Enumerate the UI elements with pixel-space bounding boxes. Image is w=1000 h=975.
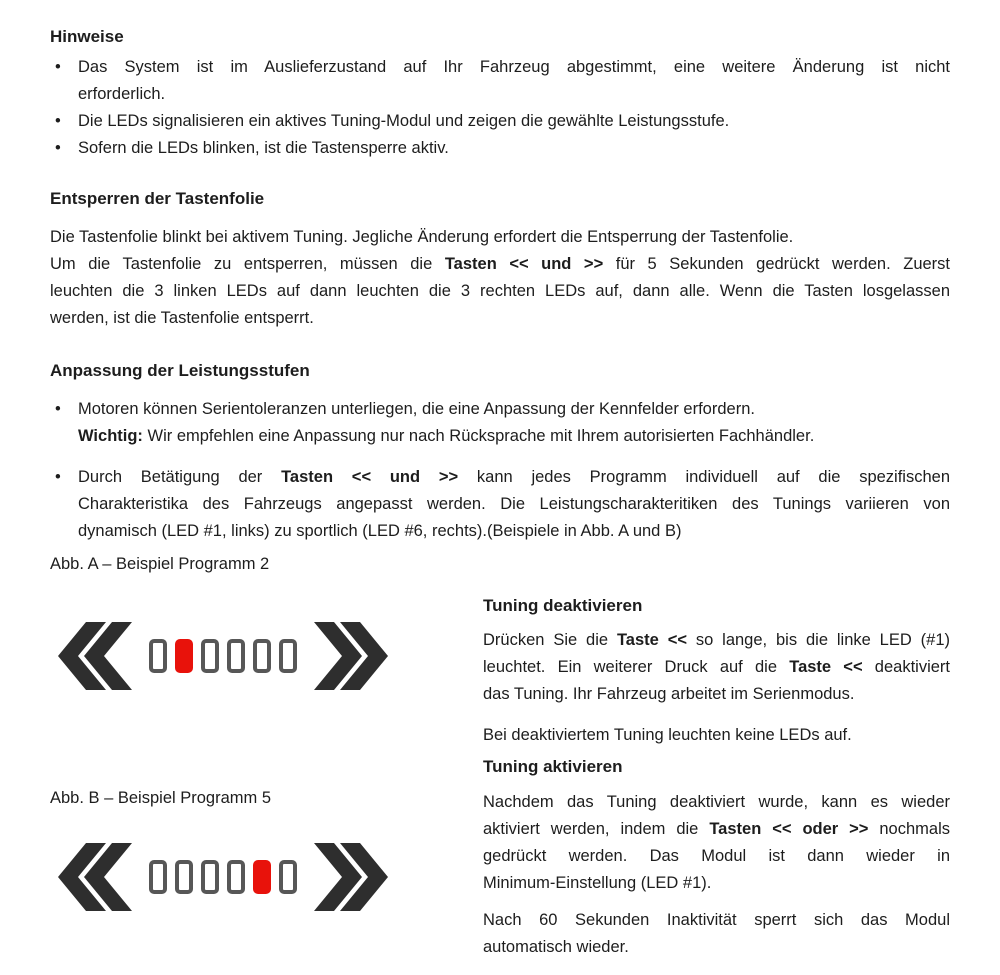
paragraph: Um die Tastenfolie zu entsperren, müssen die Tasten << und >> für 5 Sekunden gedrückt werden. Zuerst leuchten die 3 linken LEDs auf dann leuchten die 3 rechten LEDs auf, dann alle. Wenn die Tasten losgelassen werden, ist die Tastenfolie entsperrt. — [50, 255, 950, 327]
led-inactive — [279, 860, 297, 894]
led-row — [149, 639, 297, 673]
double-chevron-right-icon — [314, 843, 388, 911]
hinweise-title: Hinweise — [50, 27, 124, 46]
anpassung-list — [50, 396, 950, 545]
led-inactive — [227, 639, 245, 673]
led-inactive — [201, 860, 219, 894]
led-inactive — [227, 860, 245, 894]
figure-b-led-panel — [58, 843, 388, 911]
entsperren-title: Entsperren der Tastenfolie — [50, 189, 265, 208]
double-chevron-left-icon — [58, 622, 132, 690]
figure-a-caption: Abb. A – Beispiel Programm 2 — [50, 555, 270, 573]
led-inactive — [149, 860, 167, 894]
right-text-column — [483, 596, 950, 961]
double-chevron-left-icon — [58, 843, 132, 911]
led-inactive — [279, 639, 297, 673]
list-item: • Durch Betätigung der Tasten << und >> kann jedes Programm individuell auf die spezifischen Charakteristika des Fahrzeugs angepasst werden. Die Leistungscharakteritiken des Tunings variieren von dynamisch (LED #1, links) zu sportlich (LED #6, rechts).(Beispiele in Abb. A und B) — [50, 464, 950, 545]
figure-a-led-panel — [58, 622, 388, 690]
top-text-block — [50, 26, 950, 545]
aktivieren-title: Tuning aktivieren — [483, 757, 623, 776]
section-entsperren — [50, 188, 950, 332]
figure-b-caption: Abb. B – Beispiel Programm 5 — [50, 789, 272, 807]
section-anpassung — [50, 360, 950, 545]
hinweise-list — [50, 54, 950, 162]
list-item: • Sofern die LEDs blinken, ist die Tastensperre aktiv. — [50, 135, 950, 162]
led-inactive — [149, 639, 167, 673]
list-item: • Motoren können Serientoleranzen unterliegen, die eine Anpassung der Kennfelder erfordern. Wichtig: Wir empfehlen eine Anpassung nur nach Rücksprache mit Ihrem autorisierten Fachhändler. — [50, 396, 950, 450]
entsperren-text — [50, 224, 950, 332]
list-item: • Die LEDs signalisieren ein aktives Tuning-Modul und zeigen die gewählte Leistungsstufe. — [50, 108, 950, 135]
led-inactive — [201, 639, 219, 673]
section-hinweise — [50, 26, 950, 162]
deaktivieren-title: Tuning deaktivieren — [483, 596, 643, 615]
led-row — [149, 860, 297, 894]
anpassung-title: Anpassung der Leistungsstufen — [50, 361, 310, 380]
paragraph: Bei deaktiviertem Tuning leuchten keine LEDs auf. — [483, 726, 852, 744]
list-item: • Das System ist im Auslieferzustand auf Ihr Fahrzeug abgestimmt, eine weitere Änderung ist nicht erforderlich. — [50, 54, 950, 108]
paragraph: Die Tastenfolie blinkt bei aktivem Tuning. Jegliche Änderung erfordert die Entsperrung der Tastenfolie. — [50, 228, 794, 246]
led-active — [175, 639, 193, 673]
double-chevron-right-icon — [314, 622, 388, 690]
led-inactive — [253, 639, 271, 673]
led-inactive — [175, 860, 193, 894]
paragraph: Nach 60 Sekunden Inaktivität sperrt sich das Modul automatisch wieder. — [483, 911, 950, 956]
paragraph: Nachdem das Tuning deaktiviert wurde, kann es wieder aktiviert werden, indem die Tasten << oder >> nochmals gedrückt werden. Das Modul ist dann wieder in Minimum-Einstellung (LED #1). — [483, 793, 950, 892]
led-active — [253, 860, 271, 894]
paragraph: Drücken Sie die Taste << so lange, bis die linke LED (#1) leuchtet. Ein weiterer Druck auf die Taste << deaktiviert das Tuning. Ihr Fahrzeug arbeitet im Serienmodus. — [483, 631, 950, 703]
